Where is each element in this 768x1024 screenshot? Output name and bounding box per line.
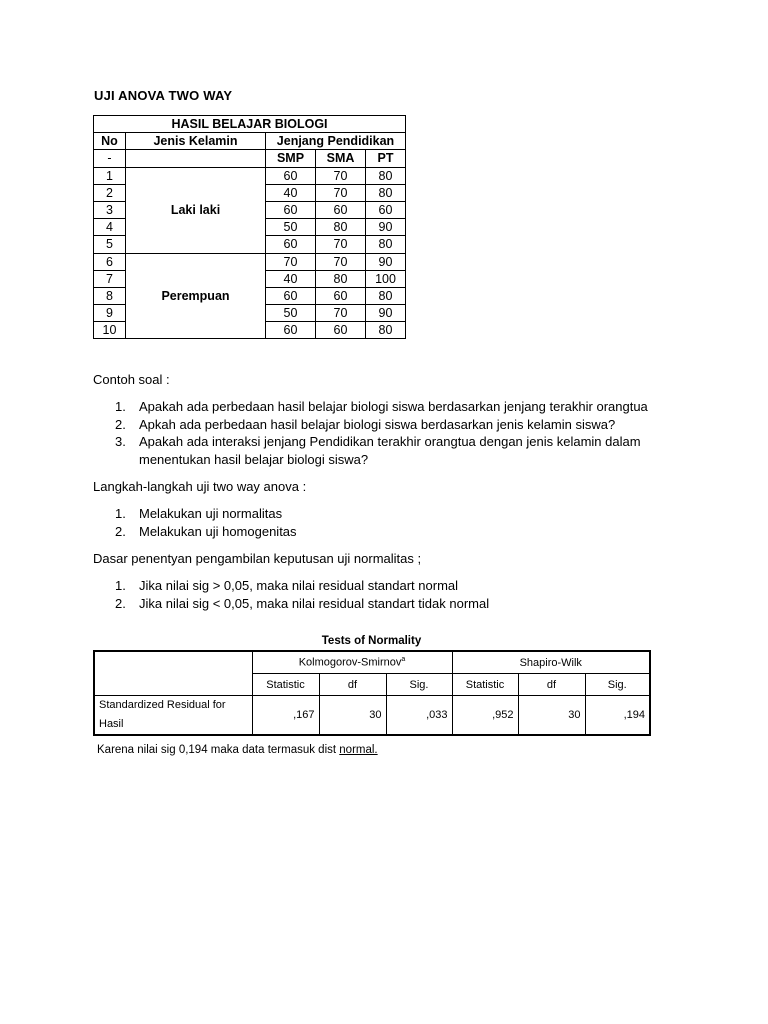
list-text: Apkah ada perbedaan hasil belajar biologi siswa berdasarkan jenis kelamin siswa? <box>139 416 616 432</box>
col-header: df <box>319 674 386 696</box>
subheader-blank <box>126 150 266 167</box>
normality-table <box>93 650 651 736</box>
list-text: Jika nilai sig > 0,05, maka nilai residual standart normal <box>139 578 459 593</box>
cell-smp: 60 <box>266 236 316 253</box>
list-text: Apakah ada interaksi jenjang Pendidikan terakhir orangtua dengan jenis kelamin dalam <box>139 434 641 449</box>
cell-pt: 90 <box>366 219 406 236</box>
cell-no: 3 <box>94 201 126 218</box>
dasar-heading: Dasar penentyan pengambilan keputusan uji normalitas ; <box>93 551 422 566</box>
subheader-no: - <box>94 150 126 167</box>
cell-smp: 40 <box>266 270 316 287</box>
value-cell: ,033 <box>386 696 452 736</box>
cell-pt: 60 <box>366 201 406 218</box>
value-cell: ,194 <box>585 696 650 736</box>
header-no: No <box>94 133 126 150</box>
col-header: Sig. <box>386 674 452 696</box>
sw-header: Shapiro-Wilk <box>452 651 650 674</box>
subheader-smp: SMP <box>266 150 316 167</box>
list-text: Apakah ada perbedaan hasil belajar biologi siswa berdasarkan jenjang terakhir orangtua <box>139 399 648 414</box>
col-header: df <box>518 674 585 696</box>
dasar-list <box>93 577 693 612</box>
langkah-heading: Langkah-langkah uji two way anova : <box>93 479 307 494</box>
list-text: Jika nilai sig < 0,05, maka nilai residual standart tidak normal <box>139 595 490 611</box>
cell-pt: 80 <box>366 167 406 184</box>
cell-smp: 50 <box>266 219 316 236</box>
cell-pt: 90 <box>366 253 406 270</box>
header-jenjang: Jenjang Pendidikan <box>266 133 406 150</box>
col-header: Statistic <box>252 674 319 696</box>
list-number: 1. <box>115 578 126 593</box>
list-number: 1. <box>115 506 126 521</box>
value-cell: 30 <box>319 696 386 736</box>
value-cell: ,952 <box>452 696 518 736</box>
col-header: Statistic <box>452 674 518 696</box>
group-label-perempuan: Perempuan <box>126 253 266 339</box>
subheader-pt: PT <box>366 150 406 167</box>
normality-title: Tests of Normality <box>321 635 422 647</box>
contoh-soal-list <box>93 398 693 468</box>
list-item <box>93 505 693 523</box>
cell-sma: 80 <box>316 219 366 236</box>
row-label: Standardized Residual for Hasil <box>94 696 252 736</box>
col-header: Sig. <box>585 674 650 696</box>
list-number: 3. <box>115 434 126 449</box>
ks-header: Kolmogorov-Smirnov$^a$ <box>252 651 452 674</box>
list-item <box>93 577 693 595</box>
cell-sma: 60 <box>316 322 366 339</box>
conclusion-note: Karena nilai sig 0,194 maka data termasuk dist normal. <box>97 744 378 756</box>
table-row <box>94 253 406 270</box>
cell-smp: 60 <box>266 322 316 339</box>
list-text: Melakukan uji homogenitas <box>139 523 297 539</box>
cell-sma: 70 <box>316 236 366 253</box>
contoh-soal-heading: Contoh soal : <box>93 372 170 387</box>
value-cell: ,167 <box>252 696 319 736</box>
list-number: 2. <box>115 523 126 539</box>
list-item <box>93 398 693 416</box>
cell-pt: 80 <box>366 236 406 253</box>
list-number: 2. <box>115 416 126 432</box>
list-text-continued: menentukan hasil belajar biologi siswa? <box>139 451 369 467</box>
list-text: Melakukan uji normalitas <box>139 506 283 521</box>
cell-sma: 70 <box>316 305 366 322</box>
hasil-belajar-table <box>93 115 406 339</box>
value-cell: 30 <box>518 696 585 736</box>
cell-pt: 80 <box>366 287 406 304</box>
cell-no: 7 <box>94 270 126 287</box>
cell-no: 10 <box>94 322 126 339</box>
cell-smp: 40 <box>266 184 316 201</box>
header-jenis-kelamin: Jenis Kelamin <box>126 133 266 150</box>
cell-no: 6 <box>94 253 126 270</box>
cell-pt: 80 <box>366 184 406 201</box>
document-title: UJI ANOVA TWO WAY <box>94 88 233 103</box>
cell-sma: 60 <box>316 201 366 218</box>
cell-sma: 70 <box>316 167 366 184</box>
cell-pt: 100 <box>366 270 406 287</box>
cell-no: 4 <box>94 219 126 236</box>
cell-sma: 70 <box>316 253 366 270</box>
table-row <box>94 167 406 184</box>
list-number: 2. <box>115 595 126 611</box>
list-item <box>93 523 693 541</box>
table-title: HASIL BELAJAR BIOLOGI <box>94 116 406 133</box>
cell-smp: 60 <box>266 287 316 304</box>
cell-no: 9 <box>94 305 126 322</box>
cell-no: 1 <box>94 167 126 184</box>
cell-smp: 50 <box>266 305 316 322</box>
cell-smp: 60 <box>266 201 316 218</box>
group-label-laki: Laki laki <box>126 167 266 253</box>
list-item <box>93 416 693 434</box>
list-number: 1. <box>115 399 126 414</box>
cell-smp: 60 <box>266 167 316 184</box>
normality-corner <box>94 651 252 696</box>
subheader-sma: SMA <box>316 150 366 167</box>
cell-pt: 90 <box>366 305 406 322</box>
cell-pt: 80 <box>366 322 406 339</box>
langkah-list <box>93 505 693 540</box>
cell-no: 5 <box>94 236 126 253</box>
cell-no: 8 <box>94 287 126 304</box>
cell-no: 2 <box>94 184 126 201</box>
cell-sma: 80 <box>316 270 366 287</box>
list-item <box>93 433 693 468</box>
cell-sma: 70 <box>316 184 366 201</box>
list-item <box>93 595 693 613</box>
cell-sma: 60 <box>316 287 366 304</box>
cell-smp: 70 <box>266 253 316 270</box>
